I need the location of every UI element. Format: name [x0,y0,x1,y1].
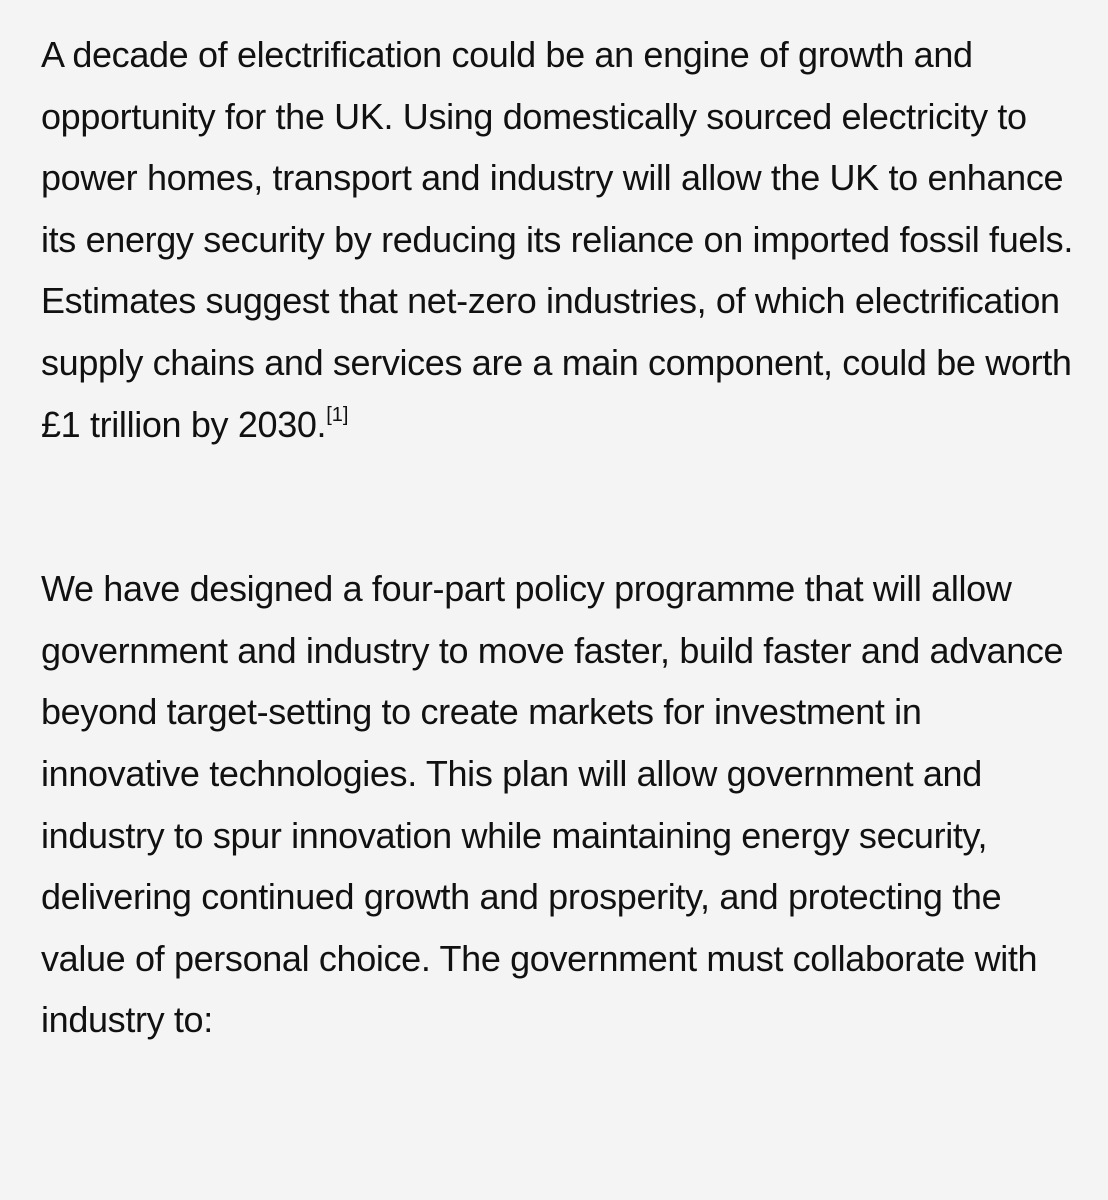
paragraph-text: We have designed a four-part policy programme that will allow government and industry to move faster, build faster and advance beyond target-setting to create markets for investment in innovative technologies. This plan will allow government and industry to spur innovation while maintaining energy security, delivering continued growth and prosperity, and protecting the value of personal choice. The government must collaborate with industry to: [41,568,1064,1041]
paragraph-electrification-growth [41,24,1078,462]
paragraph-text: A decade of electrification could be an engine of growth and opportunity for the UK. Using domestically sourced electricity to power homes, transport and industry will allow the UK to enhance its energy security by reducing its reliance on imported fossil fuels. Estimates suggest that net-zero industries, of which electrification supply chains and services are a main component, could be worth £1 trillion by 2030. [41,34,1073,445]
footnote-reference-link[interactable]: [1] [326,403,349,426]
paragraph-policy-programme [41,558,1078,1051]
